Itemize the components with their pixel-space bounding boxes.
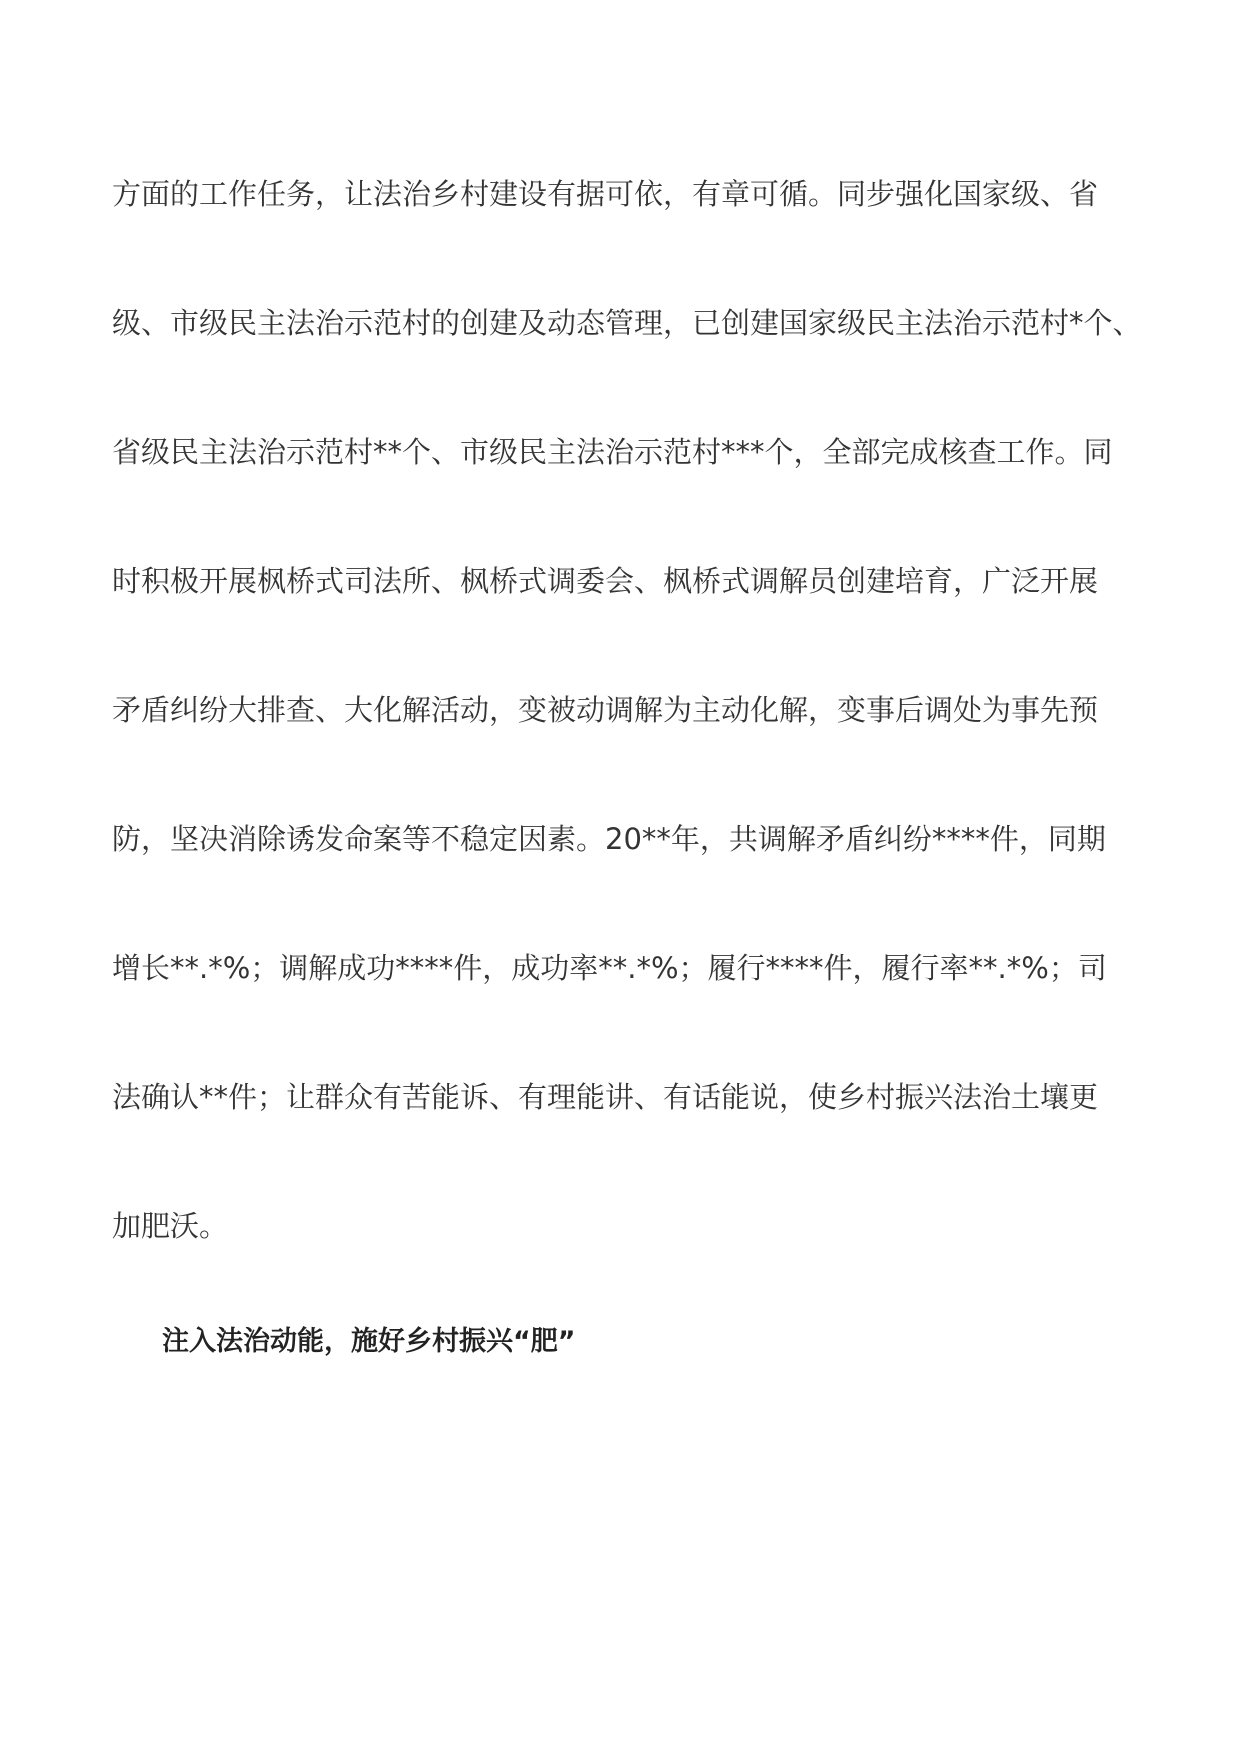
paragraph-line: 级、市级民主法治示范村的创建及动态管理，已创建国家级民主法治示范村*个、: [112, 306, 1142, 340]
paragraph-line: 方面的工作任务，让法治乡村建设有据可依，有章可循。同步强化国家级、省: [112, 177, 1099, 211]
paragraph-line: 加肥沃。: [112, 1209, 229, 1243]
paragraph-line: 时积极开展枫桥式司法所、枫桥式调委会、枫桥式调解员创建培育，广泛开展: [112, 564, 1099, 598]
section-heading: 注入法治动能，施好乡村振兴“肥”: [162, 1326, 576, 1357]
paragraph-line: 法确认**件；让群众有苦能诉、有理能讲、有话能说，使乡村振兴法治土壤更: [112, 1080, 1099, 1114]
paragraph-line: 矛盾纠纷大排查、大化解活动，变被动调解为主动化解，变事后调处为事先预: [112, 693, 1099, 727]
paragraph-line: 省级民主法治示范村**个、市级民主法治示范村***个，全部完成核查工作。同: [112, 435, 1113, 469]
paragraph-line: 防，坚决消除诱发命案等不稳定因素。20**年，共调解矛盾纠纷****件，同期: [112, 822, 1106, 856]
paragraph-line: 增长**.*%；调解成功****件，成功率**.*%；履行****件，履行率**.*%；司: [112, 951, 1107, 985]
